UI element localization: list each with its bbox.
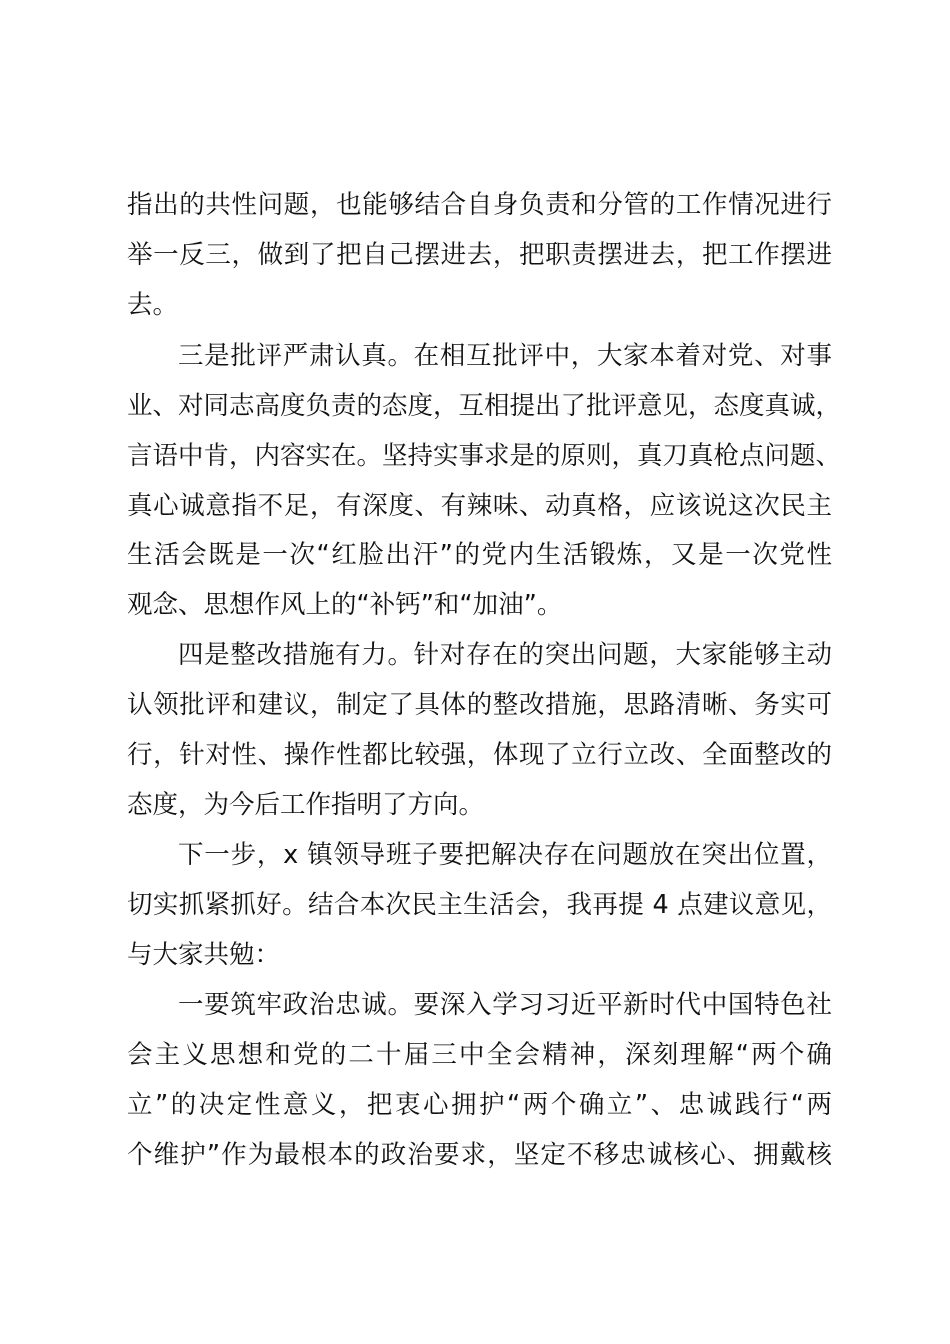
text-line: 去。 <box>127 290 179 320</box>
text-line: 业、对同志高度负责的态度，互相提出了批评意见，态度真诚， <box>127 391 842 421</box>
text-line: 与大家共勉： <box>127 940 281 970</box>
text-line: 立”的决定性意义，把衷心拥护“两个确立”、忠诚践行“两 <box>127 1090 832 1120</box>
text-line: 观念、思想作风上的“补钙”和“加油”。 <box>127 590 563 620</box>
text-line: 切实抓紧抓好。结合本次民主生活会，我再提 4 点建议意见， <box>127 890 832 920</box>
text-line: 认领批评和建议，制定了具体的整改措施，思路清晰、务实可 <box>127 690 832 720</box>
paragraph-first-line: 三是批评严肃认真。在相互批评中，大家本着对党、对事 <box>178 341 832 371</box>
text-line: 个维护”作为最根本的政治要求，坚定不移忠诚核心、拥戴核 <box>127 1140 832 1170</box>
text-line: 生活会既是一次“红脸出汗”的党内生活锻炼，又是一次党性 <box>127 540 832 570</box>
text-line: 态度，为今后工作指明了方向。 <box>127 790 485 820</box>
text-line: 会主义思想和党的二十届三中全会精神，深刻理解“两个确 <box>127 1040 832 1070</box>
text-line: 指出的共性问题，也能够结合自身负责和分管的工作情况进行 <box>127 190 832 220</box>
paragraph-first-line: 下一步，x 镇领导班子要把解决存在问题放在突出位置， <box>178 840 832 870</box>
text-line: 言语中肯，内容实在。坚持实事求是的原则，真刀真枪点问题、 <box>127 441 842 471</box>
paragraph-first-line: 四是整改措施有力。针对存在的突出问题，大家能够主动 <box>178 640 832 670</box>
text-line: 举一反三，做到了把自己摆进去，把职责摆进去，把工作摆进 <box>127 240 832 270</box>
paragraph-first-line: 一要筑牢政治忠诚。要深入学习习近平新时代中国特色社 <box>178 990 832 1020</box>
text-line: 真心诚意指不足，有深度、有辣味、动真格，应该说这次民主 <box>127 491 832 521</box>
text-line: 行，针对性、操作性都比较强，体现了立行立改、全面整改的 <box>127 740 832 770</box>
